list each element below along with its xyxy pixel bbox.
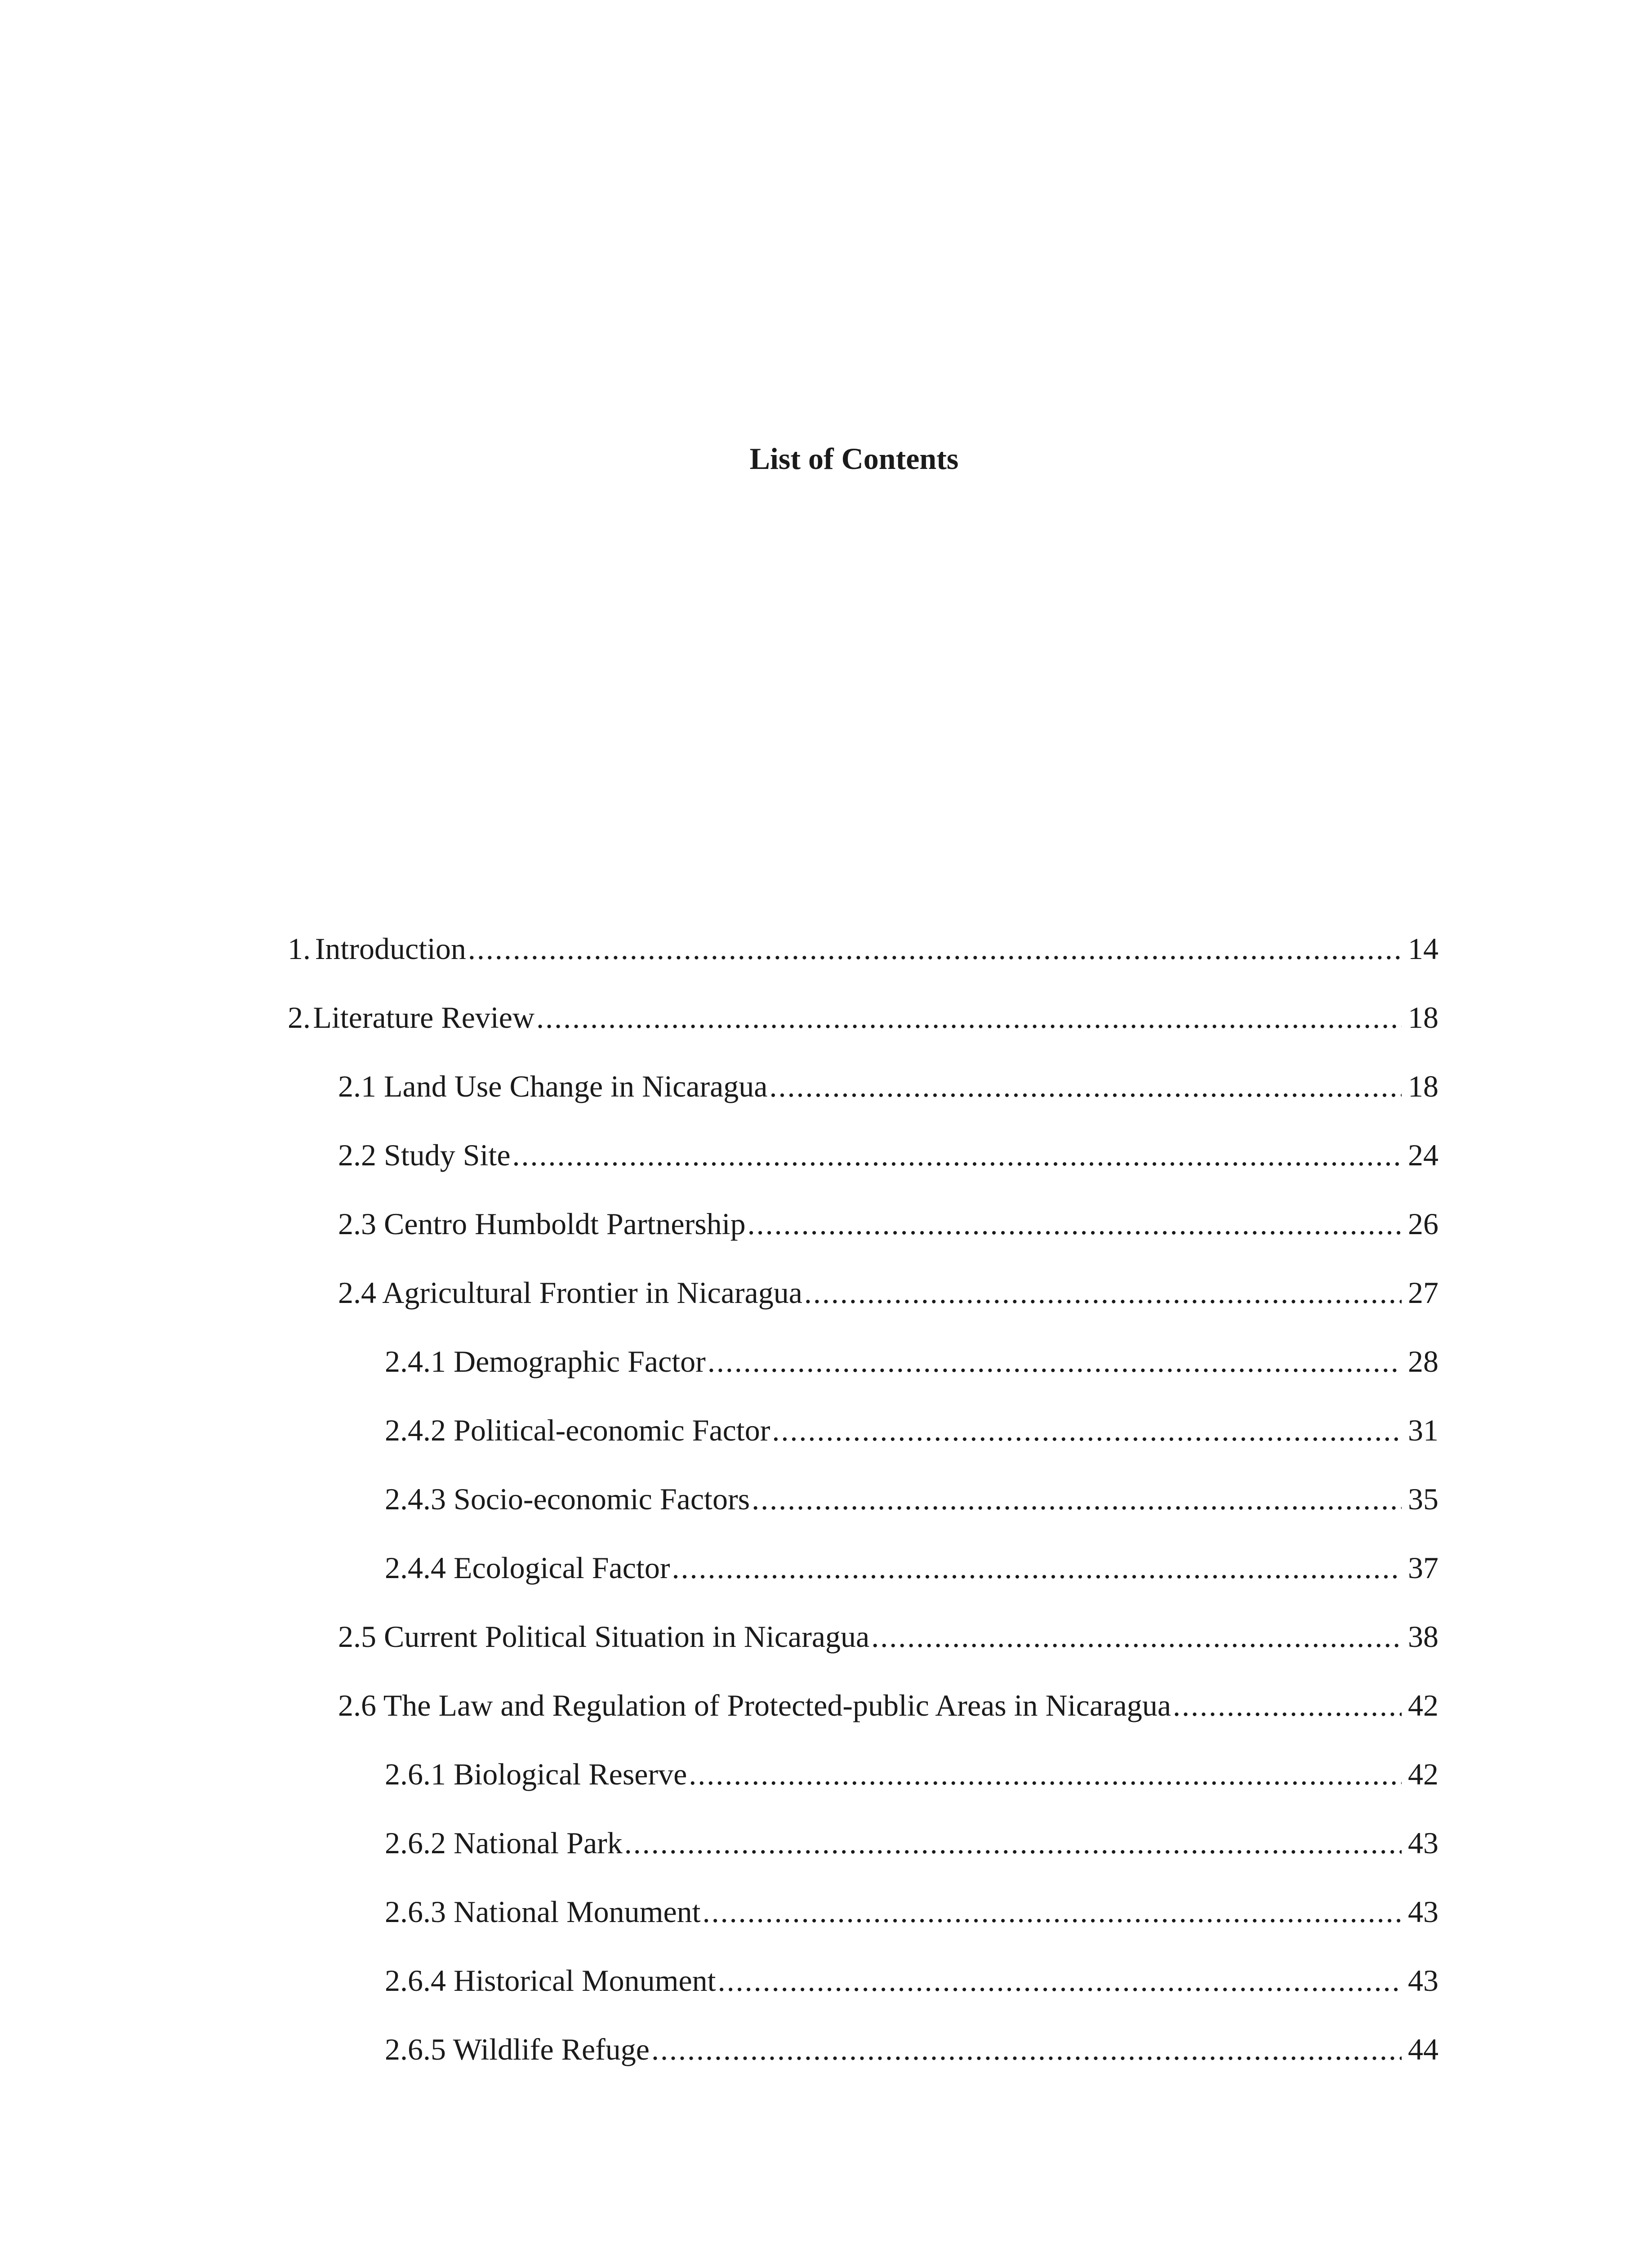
toc-entry-2-6-3[interactable] — [385, 1891, 1438, 1932]
toc-entry-title: 2.4.1 Demographic Factor — [385, 1344, 706, 1378]
toc-entry-title: 2.4.2 Political-economic Factor — [385, 1413, 770, 1447]
toc-dot-leader — [750, 1479, 1402, 1519]
toc-entry-2-4-3[interactable] — [385, 1479, 1438, 1519]
toc-entry-2-6[interactable] — [338, 1685, 1438, 1726]
toc-entry-page: 26 — [1408, 1207, 1438, 1241]
toc-entry-2-6-4[interactable] — [385, 1960, 1438, 2001]
toc-dot-leader — [687, 1754, 1402, 1794]
toc-entry-title: 2.6 The Law and Regulation of Protected-public Areas in Nicaragua — [338, 1688, 1171, 1722]
toc-entry-page: 43 — [1408, 1826, 1438, 1860]
toc-dot-leader — [1171, 1685, 1402, 1726]
toc-dot-leader — [623, 1823, 1402, 1863]
toc-entry-page: 18 — [1408, 1069, 1438, 1103]
toc-entry-title: 2.6.4 Historical Monument — [385, 1963, 716, 1998]
toc-entry-2-4-1[interactable] — [385, 1341, 1438, 1382]
toc-entry-page: 31 — [1408, 1413, 1438, 1447]
toc-entry-introduction[interactable] — [288, 928, 1438, 969]
toc-entry-title: 2.1 Land Use Change in Nicaragua — [338, 1069, 768, 1103]
toc-entry-title: 2.4.4 Ecological Factor — [385, 1551, 670, 1585]
toc-entry-page: 43 — [1408, 1963, 1438, 1998]
toc-entry-2-4-4[interactable] — [385, 1548, 1438, 1588]
toc-dot-leader — [706, 1341, 1402, 1382]
toc-entry-title: 2.6.3 National Monument — [385, 1895, 701, 1929]
toc-entry-title: 2.2 Study Site — [338, 1138, 511, 1172]
toc-dot-leader — [869, 1616, 1402, 1657]
toc-dot-leader — [770, 1410, 1402, 1450]
page-title: List of Contents — [749, 442, 959, 476]
toc-entry-2-2[interactable] — [338, 1135, 1438, 1175]
toc-entry-number: 1. — [288, 932, 311, 966]
toc-entry-title: Literature Review — [313, 1000, 535, 1035]
toc-dot-leader — [716, 1960, 1402, 2001]
toc-entry-page: 37 — [1408, 1551, 1438, 1585]
toc-entry-2-6-5[interactable] — [385, 2029, 1438, 2070]
toc-entry-page: 27 — [1408, 1276, 1438, 1310]
toc-entry-2-4[interactable] — [338, 1272, 1438, 1313]
toc-entry-number: 2. — [288, 1000, 311, 1035]
toc-dot-leader — [746, 1204, 1402, 1244]
toc-entry-page: 18 — [1408, 1000, 1438, 1035]
toc-entry-page: 42 — [1408, 1757, 1438, 1791]
toc-dot-leader — [802, 1272, 1402, 1313]
toc-dot-leader — [767, 1066, 1402, 1106]
toc-entry-2-1[interactable] — [338, 1066, 1438, 1106]
toc-entry-title: 2.6.1 Biological Reserve — [385, 1757, 687, 1791]
toc-entry-page: 43 — [1408, 1895, 1438, 1929]
toc-entry-title: 2.4 Agricultural Frontier in Nicaragua — [338, 1276, 802, 1310]
toc-dot-leader — [534, 997, 1402, 1038]
toc-entry-2-6-2[interactable] — [385, 1823, 1438, 1863]
toc-entry-2-5[interactable] — [338, 1616, 1438, 1657]
toc-dot-leader — [701, 1891, 1402, 1932]
toc-entry-page: 35 — [1408, 1482, 1438, 1516]
toc-entry-2-4-2[interactable] — [385, 1410, 1438, 1450]
toc-entry-title: 2.6.2 National Park — [385, 1826, 623, 1860]
toc-entry-literature-review[interactable] — [288, 997, 1438, 1038]
toc-dot-leader — [511, 1135, 1402, 1175]
toc-dot-leader — [650, 2029, 1402, 2070]
toc-entry-page: 38 — [1408, 1619, 1438, 1654]
toc-entry-title: Introduction — [315, 932, 466, 966]
toc-entry-page: 24 — [1408, 1138, 1438, 1172]
toc-entry-page: 14 — [1408, 932, 1438, 966]
toc-entry-title: 2.5 Current Political Situation in Nicaragua — [338, 1619, 870, 1654]
toc-dot-leader — [670, 1548, 1402, 1588]
toc-entry-page: 44 — [1408, 2032, 1438, 2066]
toc-entry-title: 2.6.5 Wildlife Refuge — [385, 2032, 650, 2066]
toc-entry-title: 2.4.3 Socio-economic Factors — [385, 1482, 750, 1516]
toc-entry-page: 28 — [1408, 1344, 1438, 1378]
toc-entry-2-3[interactable] — [338, 1204, 1438, 1244]
toc-entry-page: 42 — [1408, 1688, 1438, 1722]
toc-entry-title: 2.3 Centro Humboldt Partnership — [338, 1207, 746, 1241]
toc-entry-2-6-1[interactable] — [385, 1754, 1438, 1794]
toc-dot-leader — [466, 928, 1402, 969]
